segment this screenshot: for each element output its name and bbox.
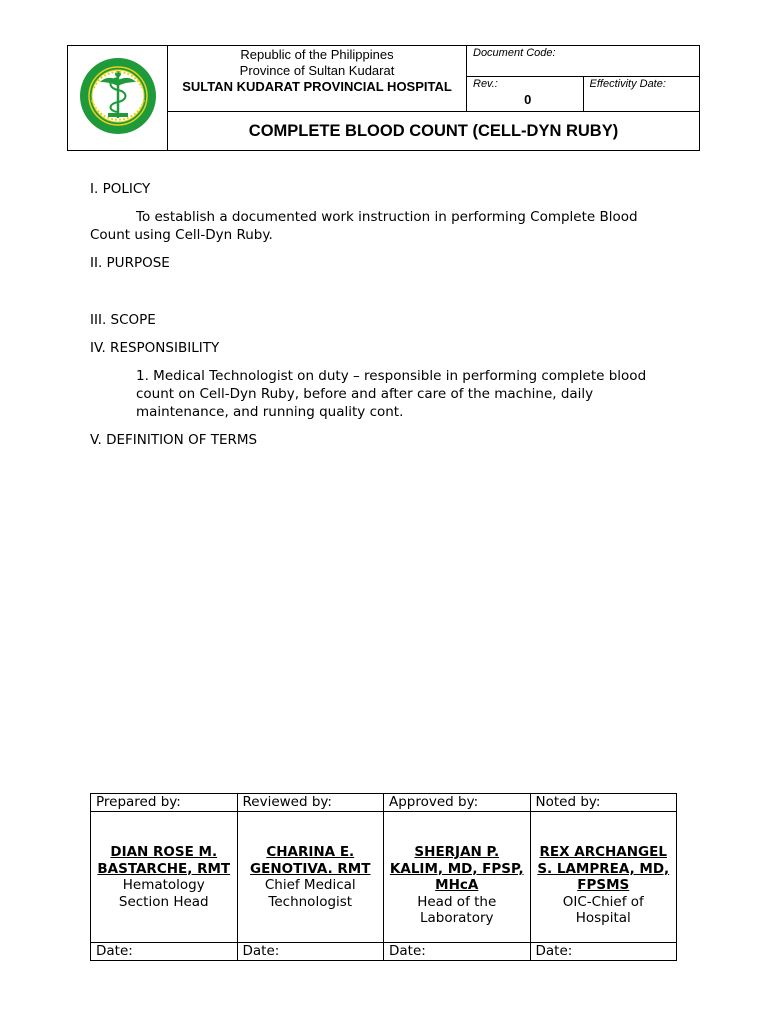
responsibility-text: 1. Medical Technologist on duty – responsible in performing complete blood count on Cell-Dyn Ruby, before and after care of the machine, daily maintenance, and running quality cont. [136, 368, 647, 420]
purpose-heading: II. PURPOSE [90, 255, 170, 271]
province-line: Province of Sultan Kudarat [239, 63, 395, 78]
noted-by-name: REX ARCHANGEL S. LAMPREA, MD, FPSMS [537, 844, 670, 893]
prepared-by-label: Prepared by: [91, 794, 238, 812]
reviewed-by-signatory [237, 812, 384, 943]
responsibility-heading: IV. RESPONSIBILITY [90, 340, 220, 356]
approved-by-signatory [384, 812, 531, 943]
rev-value: 0 [524, 92, 532, 107]
noted-by-title: OIC-Chief of Hospital [562, 893, 644, 926]
reviewed-by-title: Chief Medical Technologist [264, 877, 356, 910]
reviewed-by-date: Date: [237, 943, 384, 961]
policy-text: To establish a documented work instruction in performing Complete Blood Count using Cell-Dyn Ruby. [90, 209, 638, 243]
document-header [67, 45, 700, 151]
reviewed-by-label: Reviewed by: [237, 794, 384, 812]
rev-cell [467, 77, 584, 112]
definition-heading: V. DEFINITION OF TERMS [90, 432, 258, 448]
policy-heading: I. POLICY [90, 181, 151, 197]
prepared-by-date: Date: [91, 943, 238, 961]
approved-by-label: Approved by: [384, 794, 531, 812]
approved-by-date: Date: [384, 943, 531, 961]
approved-by-title: Head of the Laboratory [417, 893, 497, 926]
document-title: COMPLETE BLOOD COUNT (CELL-DYN RUBY) [168, 112, 700, 151]
prepared-by-name: DIAN ROSE M. BASTARCHE, RMT [97, 844, 231, 877]
document-code-cell [467, 46, 700, 77]
noted-by-signatory [530, 812, 677, 943]
effectivity-date-cell [583, 77, 700, 112]
document-body [90, 180, 680, 449]
republic-header-cell [168, 46, 467, 112]
noted-by-label: Noted by: [530, 794, 677, 812]
reviewed-by-name: CHARINA E. GENOTIVA. RMT [250, 844, 371, 877]
logo-cell [68, 46, 168, 151]
signature-table [90, 793, 677, 961]
prepared-by-signatory [91, 812, 238, 943]
effectivity-date-label: Effectivity Date: [589, 78, 666, 90]
rev-label: Rev.: [473, 78, 498, 90]
approved-by-name: SHERJAN P. KALIM, MD, FPSP, MHcA [389, 844, 524, 893]
prepared-by-title: Hematology Section Head [118, 877, 209, 910]
hospital-name: SULTAN KUDARAT PROVINCIAL HOSPITAL [182, 79, 452, 94]
document-code-label: Document Code: [473, 47, 556, 59]
hospital-seal-icon [78, 56, 158, 136]
republic-line: Republic of the Philippines [240, 47, 394, 62]
noted-by-date: Date: [530, 943, 677, 961]
scope-heading: III. SCOPE [90, 312, 156, 328]
